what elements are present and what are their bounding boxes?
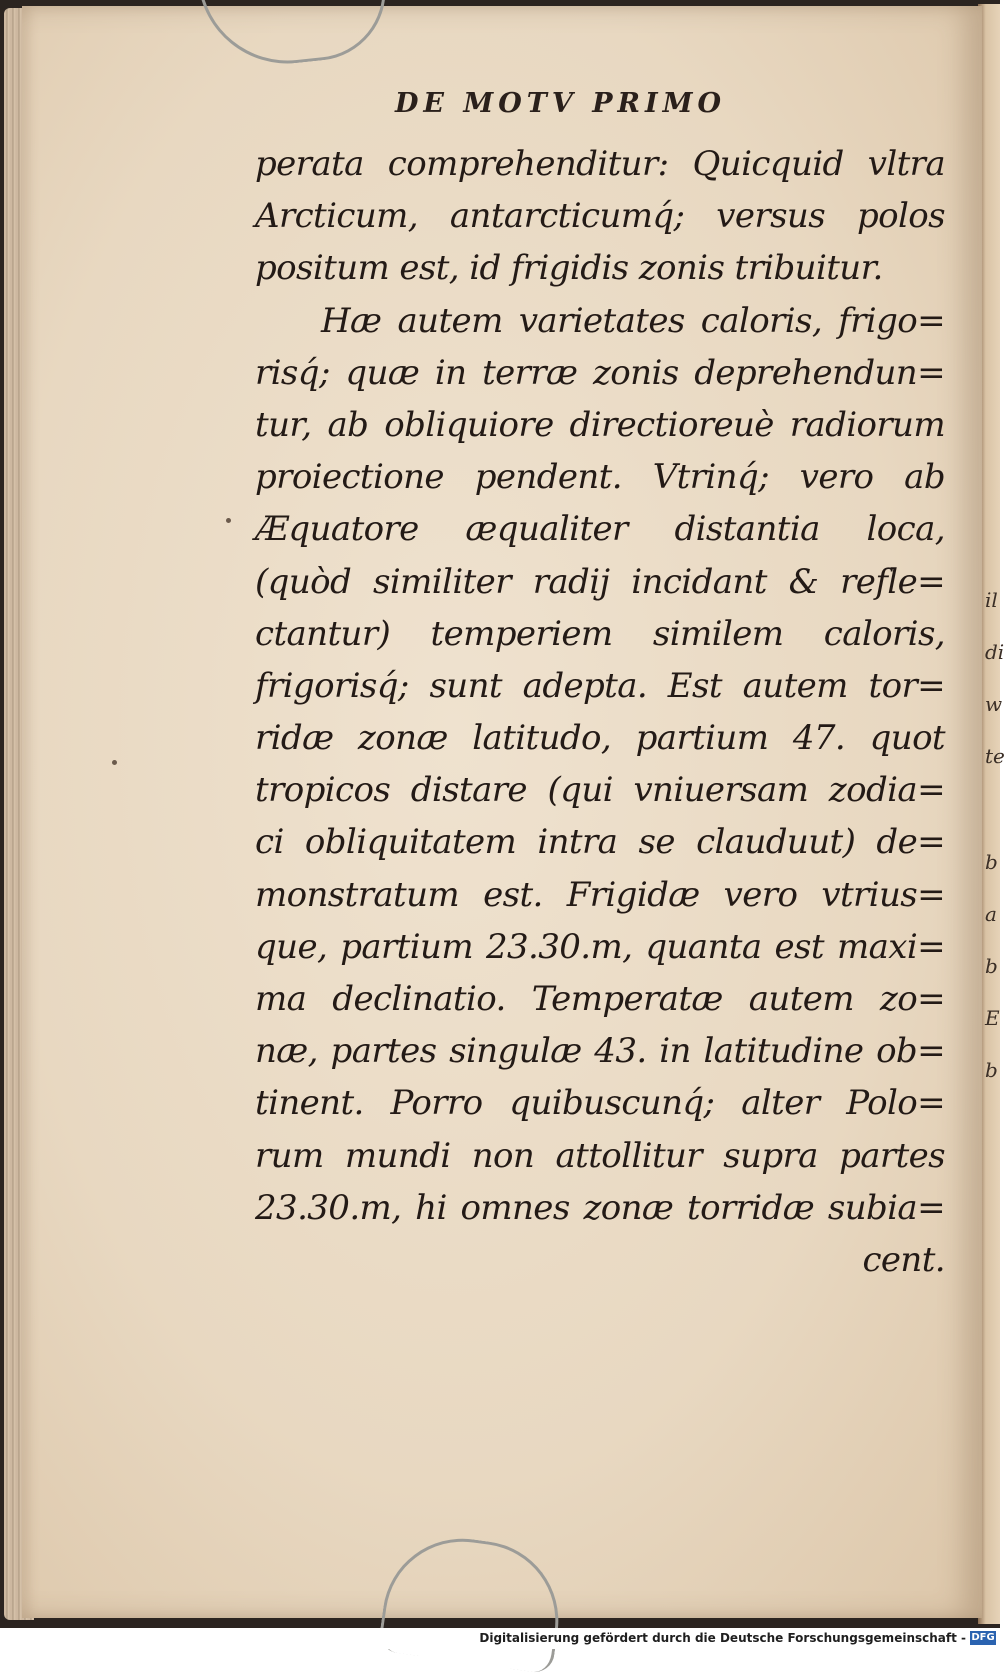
text-line: (quòd similiter radij incidant & refle= (255, 561, 945, 602)
text-line: ridæ zonæ latitudo, partium 47. quot (255, 718, 945, 759)
text-line: tropicos distare (qui vniuersam zodia= (255, 770, 945, 811)
digitization-credit: Digitalisierung gefördert durch die Deutsche Forschungsgemeinschaft - (479, 1631, 966, 1645)
running-head: DE MOTV PRIMO (395, 88, 727, 119)
paper-speck (112, 760, 117, 765)
text-line: ctantur) temperiem similem caloris, (255, 613, 945, 654)
text-line: ci obliquitatem intra se clauduut) de= (255, 822, 945, 863)
facing-page-fragment: w (985, 692, 1003, 716)
facing-page-fragment: b (985, 850, 998, 874)
text-line: risq́; quæ in terræ zonis deprehendun= (255, 352, 945, 393)
facing-page-fragment: b (985, 1058, 998, 1082)
paper-speck (226, 518, 231, 523)
text-line: frigorisq́; sunt adepta. Est autem tor= (255, 665, 945, 706)
text-line: Arcticum, antarcticumq́; versus polos (255, 196, 945, 237)
text-line: næ, partes singulæ 43. in latitudine ob= (255, 1031, 945, 1072)
facing-page-fragment: il (985, 588, 998, 612)
facing-page-fragment: a (985, 902, 997, 926)
dfg-logo: DFG (971, 1632, 995, 1643)
facing-page-fragment: E (985, 1006, 1000, 1030)
text-line: proiectione pendent. Vtrinq́; vero ab (255, 457, 945, 498)
text-line: ma declinatio. Temperatæ autem zo= (255, 979, 945, 1019)
facing-page-fragment: te (985, 744, 1005, 768)
text-line: que, partium 23.30.m, quanta est maxi= (255, 926, 945, 967)
text-line: perata comprehenditur: Quicquid vltra (255, 144, 945, 184)
facing-page-fragment: b (985, 954, 998, 978)
text-line: cent. (862, 1239, 945, 1280)
text-line: positum est, id frigidis zonis tribuitur. (255, 248, 883, 289)
text-line: tur, ab obliquiore directioreuè radiorum (255, 404, 945, 445)
body-text (255, 138, 945, 1286)
text-line: tinent. Porro quibuscunq́; alter Polo= (255, 1083, 945, 1124)
text-line: Æquatore æqualiter distantia loca, (255, 509, 945, 550)
text-line: 23.30.m, hi omnes zonæ torridæ subia= (255, 1187, 945, 1228)
text-line: Hæ autem varietates caloris, frigo= (321, 300, 945, 341)
text-line: rum mundi non attollitur supra partes (255, 1135, 945, 1176)
text-line: monstratum est. Frigidæ vero vtrius= (255, 874, 945, 915)
facing-page-fragment: di (985, 640, 1005, 664)
